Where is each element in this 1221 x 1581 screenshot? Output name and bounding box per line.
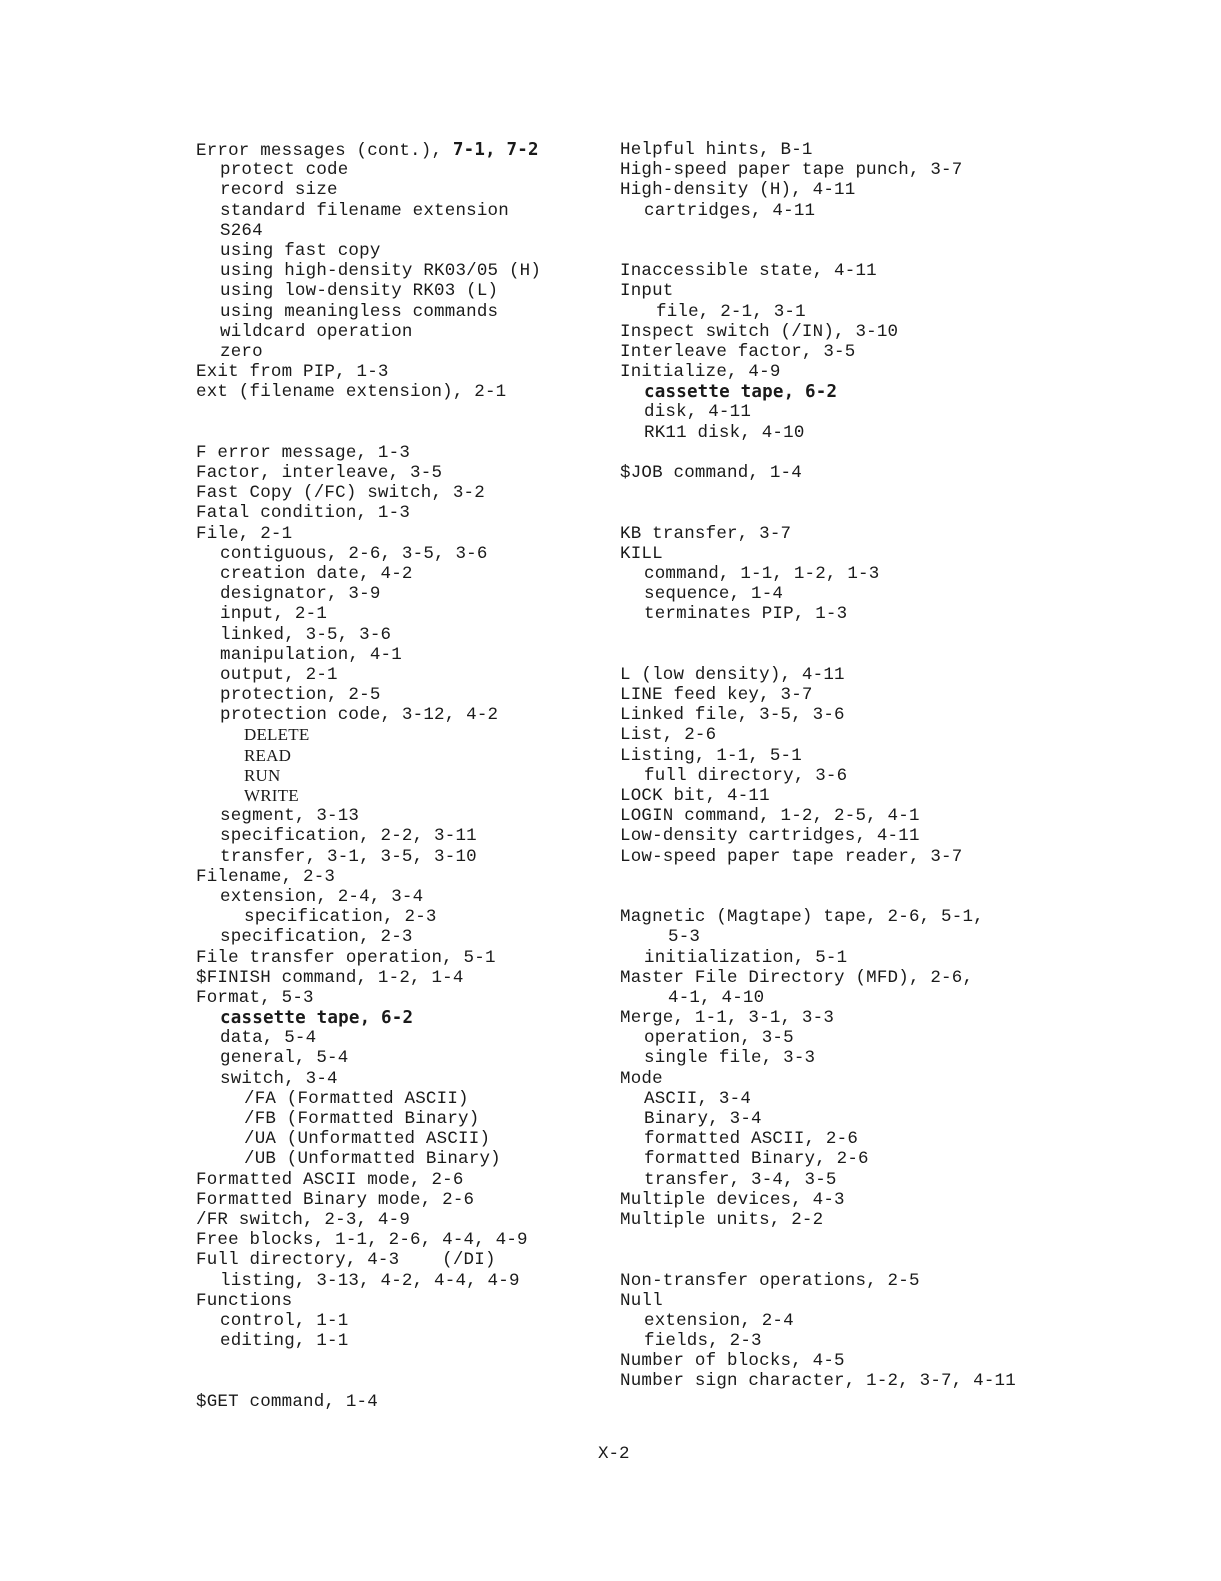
index-entry	[620, 806, 1180, 826]
index-entry-text: $FINISH command, 1-2, 1-4	[196, 967, 464, 988]
index-entry	[196, 887, 596, 907]
index-entry-text: READ	[244, 745, 292, 765]
index-entry-text: using fast copy	[220, 240, 381, 261]
index-entry-text: Null	[620, 1290, 663, 1311]
index-entry-text: protect code	[220, 160, 349, 181]
index-entry	[196, 705, 596, 725]
index-entry	[196, 1230, 596, 1250]
index-entry-text: creation date, 4-2	[220, 563, 413, 584]
index-entry	[196, 1109, 596, 1129]
index-entry-text: Functions	[196, 1290, 293, 1311]
index-entry-text: Non-transfer operations, 2-5	[620, 1270, 920, 1291]
index-entry	[196, 1170, 596, 1190]
index-entry	[196, 524, 596, 544]
index-entry	[196, 140, 596, 160]
spacer	[620, 645, 1180, 665]
index-entry	[196, 806, 596, 826]
index-entry	[196, 1149, 596, 1169]
index-entry	[620, 968, 1180, 988]
index-entry	[620, 948, 1180, 968]
spacer	[620, 1230, 1180, 1250]
index-entry-text: L (low density), 4-11	[620, 664, 845, 685]
index-entry	[196, 786, 596, 806]
index-entry	[620, 564, 1180, 584]
index-entry-text: Input	[620, 281, 674, 302]
index-entry-text: using high-density RK03/05 (H)	[220, 261, 542, 282]
index-entry	[196, 564, 596, 584]
index-entry-text: data, 5-4	[220, 1028, 317, 1049]
index-entry-text: Multiple units, 2-2	[620, 1209, 824, 1230]
index-entry	[196, 443, 596, 463]
index-entry	[620, 342, 1180, 362]
index-entry-text: editing, 1-1	[220, 1331, 349, 1352]
index-entry-text: ext (filename extension), 2-1	[196, 382, 507, 403]
index-entry-text: contiguous, 2-6, 3-5, 3-6	[220, 543, 488, 564]
index-entry	[196, 766, 596, 786]
index-entry-text: 5-3	[668, 927, 701, 948]
index-entry	[620, 826, 1180, 846]
index-entry	[196, 241, 596, 261]
index-entry-text: control, 1-1	[220, 1310, 349, 1331]
index-entry-text: extension, 2-4, 3-4	[220, 886, 424, 907]
index-entry-text: specification, 2-2, 3-11	[220, 826, 477, 847]
spacer	[196, 1351, 596, 1371]
index-entry	[196, 1190, 596, 1210]
index-entry-text: specification, 2-3	[244, 907, 437, 928]
index-entry	[196, 1048, 596, 1068]
index-entry	[620, 302, 1180, 322]
index-entry	[196, 746, 596, 766]
index-entry	[620, 1190, 1180, 1210]
index-entry	[620, 1351, 1180, 1371]
index-entry	[196, 584, 596, 604]
index-entry-text: Multiple devices, 4-3	[620, 1189, 845, 1210]
index-entry	[620, 1028, 1180, 1048]
index-entry-text: LINE feed key, 3-7	[620, 685, 813, 706]
index-entry	[196, 544, 596, 564]
index-entry	[620, 927, 1180, 947]
index-entry	[196, 725, 596, 745]
index-entry-text: protection, 2-5	[220, 685, 381, 706]
index-entry	[196, 261, 596, 281]
index-entry	[620, 1291, 1180, 1311]
index-entry-text: Error messages (cont.),	[196, 141, 453, 161]
index-entry	[620, 1089, 1180, 1109]
index-entry-text: LOGIN command, 1-2, 2-5, 4-1	[620, 806, 920, 827]
index-entry	[196, 685, 596, 705]
index-entry-text: ASCII, 3-4	[644, 1088, 752, 1109]
spacer	[620, 625, 1180, 645]
spacer	[620, 887, 1180, 907]
index-entry-text: Number sign character, 1-2, 3-7, 4-11	[620, 1371, 1016, 1392]
index-entry	[620, 766, 1180, 786]
spacer	[620, 1250, 1180, 1270]
index-column-left	[196, 140, 596, 1412]
index-entry	[196, 322, 596, 342]
index-entry-text: formatted ASCII, 2-6	[644, 1129, 859, 1150]
index-entry	[620, 1109, 1180, 1129]
index-entry-text: input, 2-1	[220, 604, 328, 625]
index-entry-text: Inspect switch (/IN), 3-10	[620, 321, 899, 342]
index-entry	[620, 1069, 1180, 1089]
index-entry	[620, 362, 1180, 382]
index-entry-text: /FA (Formatted ASCII)	[244, 1088, 469, 1109]
index-entry	[196, 180, 596, 200]
index-entry-text: terminates PIP, 1-3	[644, 604, 848, 625]
index-entry-text: DELETE	[244, 725, 310, 745]
index-entry-text: wildcard operation	[220, 321, 413, 342]
index-entry	[196, 1331, 596, 1351]
index-entry-text: File, 2-1	[196, 523, 293, 544]
index-entry-text: transfer, 3-4, 3-5	[644, 1169, 837, 1190]
index-entry	[620, 746, 1180, 766]
index-entry-text: transfer, 3-1, 3-5, 3-10	[220, 846, 477, 867]
index-entry	[196, 665, 596, 685]
index-entry-text: file, 2-1, 3-1	[656, 301, 806, 322]
index-entry-text: File transfer operation, 5-1	[196, 947, 496, 968]
index-entry-text: $GET command, 1-4	[196, 1391, 378, 1412]
index-entry-text: using meaningless commands	[220, 301, 499, 322]
index-entry	[620, 201, 1180, 221]
index-entry-text: Number of blocks, 4-5	[620, 1351, 845, 1372]
index-entry	[196, 302, 596, 322]
spacer	[196, 423, 596, 443]
index-entry-text: switch, 3-4	[220, 1068, 338, 1089]
index-entry	[620, 402, 1180, 422]
index-entry	[620, 261, 1180, 281]
index-entry	[196, 1392, 596, 1412]
index-entry-text: Formatted ASCII mode, 2-6	[196, 1169, 464, 1190]
index-entry	[620, 604, 1180, 624]
index-entry	[196, 281, 596, 301]
index-entry	[196, 1311, 596, 1331]
index-entry-text: segment, 3-13	[220, 806, 360, 827]
index-entry	[196, 847, 596, 867]
index-entry-text: Format, 5-3	[196, 987, 314, 1008]
page-number: X-2	[598, 1444, 630, 1464]
index-entry-text: manipulation, 4-1	[220, 644, 402, 665]
index-entry	[620, 160, 1180, 180]
index-entry	[620, 907, 1180, 927]
index-entry-text: F error message, 1-3	[196, 442, 411, 463]
index-entry	[196, 503, 596, 523]
index-entry-text: Filename, 2-3	[196, 866, 336, 887]
index-entry-text: designator, 3-9	[220, 584, 381, 605]
index-entry-text: general, 5-4	[220, 1048, 349, 1069]
index-entry	[196, 221, 596, 241]
index-entry-text: protection code, 3-12, 4-2	[220, 705, 499, 726]
index-column-right	[620, 140, 1180, 1392]
index-entry	[620, 140, 1180, 160]
index-entry	[620, 584, 1180, 604]
index-entry	[620, 463, 1180, 483]
index-entry-text: command, 1-1, 1-2, 1-3	[644, 563, 880, 584]
index-entry	[196, 1271, 596, 1291]
index-entry-text: Low-density cartridges, 4-11	[620, 826, 920, 847]
index-entry	[196, 907, 596, 927]
index-entry-text: listing, 3-13, 4-2, 4-4, 4-9	[220, 1270, 520, 1291]
index-entry-text: KB transfer, 3-7	[620, 523, 792, 544]
index-entry	[196, 1008, 596, 1028]
index-entry-bold-ref: 7-1, 7-2	[452, 140, 539, 160]
spacer	[620, 483, 1180, 503]
index-entry	[196, 1028, 596, 1048]
spacer	[620, 503, 1180, 523]
index-entry	[196, 625, 596, 645]
index-entry-text: standard filename extension	[220, 200, 509, 221]
index-entry	[196, 988, 596, 1008]
index-entry	[196, 948, 596, 968]
index-entry-text: sequence, 1-4	[644, 584, 784, 605]
index-entry-text: Factor, interleave, 3-5	[196, 463, 443, 483]
index-entry-text: full directory, 3-6	[644, 765, 848, 786]
index-entry-text: /UA (Unformatted ASCII)	[244, 1129, 491, 1150]
index-entry-text: Fatal condition, 1-3	[196, 503, 411, 524]
index-entry	[620, 786, 1180, 806]
index-entry	[620, 382, 1180, 402]
index-entry	[196, 1129, 596, 1149]
index-entry	[620, 180, 1180, 200]
index-entry-text: Listing, 1-1, 5-1	[620, 745, 802, 766]
index-entry	[620, 1311, 1180, 1331]
index-entry	[196, 826, 596, 846]
index-entry-text: disk, 4-11	[644, 402, 752, 423]
index-entry-text: Free blocks, 1-1, 2-6, 4-4, 4-9	[196, 1230, 528, 1251]
index-entry	[620, 1149, 1180, 1169]
index-entry-text: /FR switch, 2-3, 4-9	[196, 1209, 411, 1230]
index-entry	[620, 423, 1180, 443]
index-entry-text: specification, 2-3	[220, 927, 413, 948]
index-entry	[620, 1129, 1180, 1149]
index-entry-text: Merge, 1-1, 3-1, 3-3	[620, 1008, 835, 1029]
index-entry-text: linked, 3-5, 3-6	[220, 624, 392, 645]
index-entry-text: Exit from PIP, 1-3	[196, 362, 389, 383]
index-entry-text: Magnetic (Magtape) tape, 2-6, 5-1,	[620, 907, 984, 928]
index-entry	[196, 201, 596, 221]
index-entry-text: S264	[220, 220, 263, 241]
index-entry-text: Fast Copy (/FC) switch, 3-2	[196, 483, 485, 504]
spacer	[196, 402, 596, 422]
index-entry-text: Interleave factor, 3-5	[620, 341, 856, 362]
index-entry-text: Full directory, 4-3 (/DI)	[196, 1250, 496, 1271]
index-entry	[196, 1089, 596, 1109]
index-entry-text: $JOB command, 1-4	[620, 463, 802, 483]
index-entry-text: record size	[220, 180, 338, 201]
index-entry	[620, 988, 1180, 1008]
index-entry	[196, 1069, 596, 1089]
index-entry-text: High-density (H), 4-11	[620, 180, 856, 201]
index-entry	[620, 1210, 1180, 1230]
index-entry	[620, 1170, 1180, 1190]
spacer	[196, 1371, 596, 1391]
index-entry-text: Linked file, 3-5, 3-6	[620, 705, 845, 726]
index-entry-text: Master File Directory (MFD), 2-6,	[620, 967, 974, 988]
index-entry-text: Helpful hints, B-1	[620, 140, 813, 160]
index-entry-text: KILL	[620, 543, 663, 564]
index-entry-text: operation, 3-5	[644, 1028, 794, 1049]
index-entry-text: /FB (Formatted Binary)	[244, 1109, 480, 1129]
index-entry-text: Mode	[620, 1068, 663, 1089]
index-entry	[196, 1291, 596, 1311]
index-entry-text: fields, 2-3	[644, 1331, 762, 1352]
index-entry-text: extension, 2-4	[644, 1310, 794, 1331]
index-entry	[196, 160, 596, 180]
spacer	[620, 867, 1180, 887]
index-entry	[620, 847, 1180, 867]
index-entry-bold-ref: cassette tape, 6-2	[644, 382, 838, 403]
index-entry	[196, 483, 596, 503]
index-entry-text: Low-speed paper tape reader, 3-7	[620, 846, 963, 867]
index-entry-text: cartridges, 4-11	[644, 200, 816, 221]
index-entry	[196, 604, 596, 624]
index-entry-text: LOCK bit, 4-11	[620, 786, 770, 806]
index-entry-text: Formatted Binary mode, 2-6	[196, 1189, 475, 1210]
index-entry	[620, 281, 1180, 301]
index-entry	[196, 382, 596, 402]
index-entry	[620, 524, 1180, 544]
index-entry-text: Binary, 3-4	[644, 1109, 762, 1129]
index-entry-text: 4-1, 4-10	[668, 987, 765, 1008]
index-entry	[620, 544, 1180, 564]
index-entry	[620, 705, 1180, 725]
index-entry-text: RK11 disk, 4-10	[644, 422, 805, 443]
index-entry-text: WRITE	[244, 786, 299, 805]
spacer	[620, 241, 1180, 261]
index-entry-text: High-speed paper tape punch, 3-7	[620, 160, 963, 181]
index-entry	[196, 463, 596, 483]
index-entry-text: zero	[220, 341, 263, 362]
index-entry	[196, 968, 596, 988]
index-entry	[196, 362, 596, 382]
spacer	[620, 443, 1180, 463]
index-entry-text: List, 2-6	[620, 725, 717, 746]
index-entry	[620, 1371, 1180, 1391]
index-entry	[196, 927, 596, 947]
index-entry	[196, 1210, 596, 1230]
index-entry-text: Initialize, 4-9	[620, 362, 781, 383]
index-entry-text: RUN	[244, 765, 281, 785]
index-entry	[620, 322, 1180, 342]
index-entry	[620, 1331, 1180, 1351]
index-entry	[620, 725, 1180, 745]
index-entry-text: formatted Binary, 2-6	[644, 1149, 869, 1170]
index-entry-text: single file, 3-3	[644, 1048, 816, 1069]
index-entry	[620, 685, 1180, 705]
spacer	[620, 221, 1180, 241]
index-entry	[196, 645, 596, 665]
index-entry	[620, 1048, 1180, 1068]
index-entry	[620, 1008, 1180, 1028]
index-entry-text: initialization, 5-1	[644, 947, 848, 968]
index-entry-bold-ref: cassette tape, 6-2	[220, 1008, 414, 1029]
index-entry	[620, 1271, 1180, 1291]
index-entry	[620, 665, 1180, 685]
index-entry	[196, 1250, 596, 1270]
index-entry-text: Inaccessible state, 4-11	[620, 261, 877, 282]
index-entry-text: /UB (Unformatted Binary)	[244, 1149, 501, 1170]
index-entry	[196, 342, 596, 362]
index-entry-text: using low-density RK03 (L)	[220, 281, 499, 302]
index-entry	[196, 867, 596, 887]
index-entry-text: output, 2-1	[220, 664, 338, 685]
